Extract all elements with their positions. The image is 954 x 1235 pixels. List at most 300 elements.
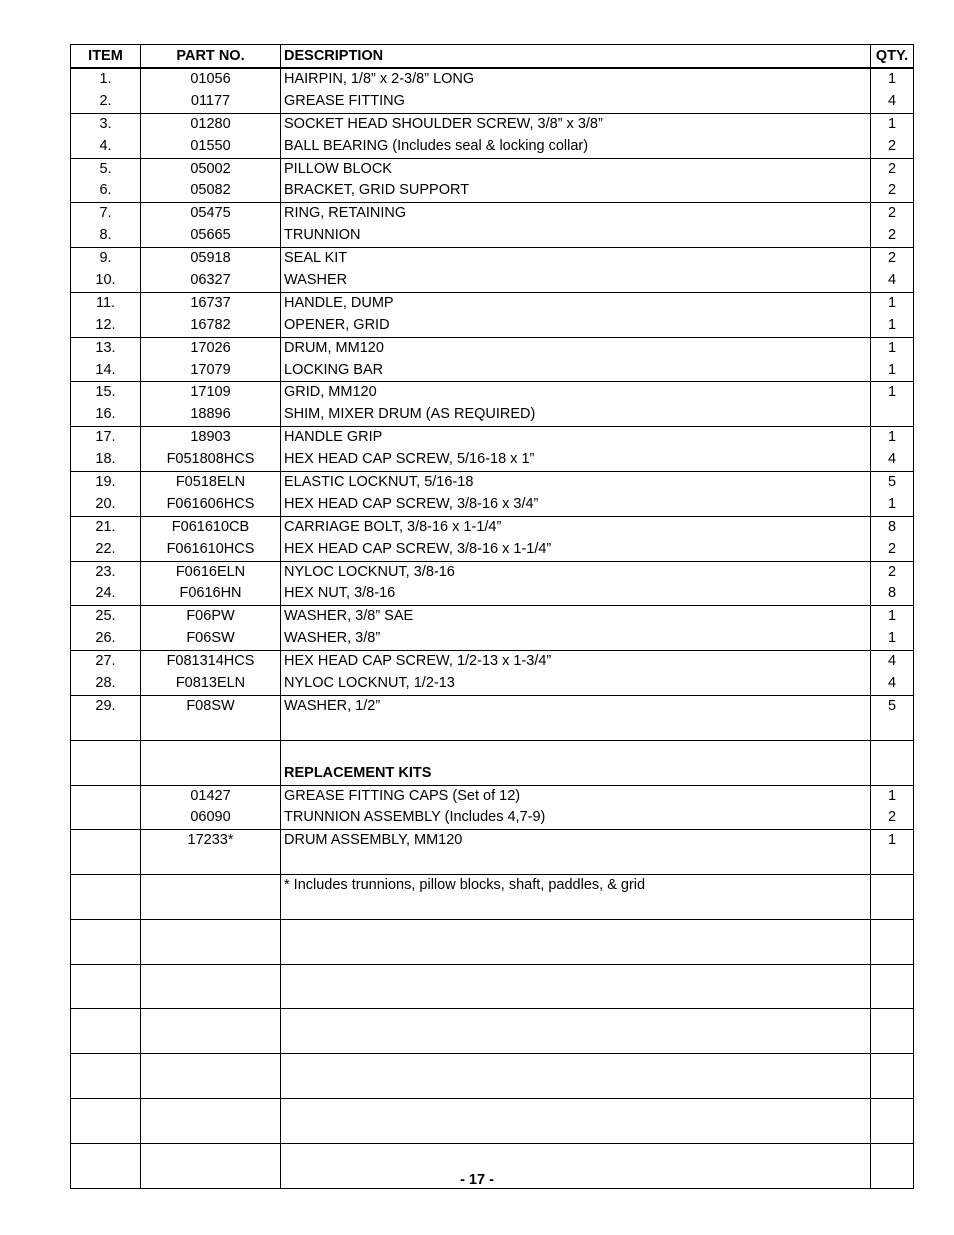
part-number: F061610HCS (166, 540, 255, 557)
quantity-cell (871, 382, 914, 427)
item-number (74, 1144, 137, 1166)
item-number (74, 1076, 137, 1098)
part-number: 18903 (190, 429, 231, 446)
item-number: 26. (95, 630, 116, 647)
item-number (74, 965, 137, 987)
table-row (71, 382, 914, 427)
description-cell (281, 68, 871, 113)
item-number-cell (71, 337, 141, 382)
part-number: 01280 (190, 115, 231, 132)
page-number: - 17 - (460, 1172, 494, 1188)
quantity: 2 (887, 227, 897, 244)
table-row (71, 830, 914, 875)
parts-list-table (70, 44, 914, 1189)
description-cell (281, 248, 871, 293)
item-number: 29. (95, 697, 116, 714)
table-row (71, 516, 914, 561)
quantity: 5 (887, 697, 897, 714)
item-number (74, 875, 137, 897)
part-number-cell (141, 919, 281, 964)
parts-table-body (71, 68, 914, 1188)
item-number: 16. (95, 406, 116, 423)
item-number-cell (71, 1054, 141, 1099)
part-number (144, 942, 277, 964)
description: GRID, MM120 (284, 384, 377, 401)
part-number: 06327 (190, 272, 231, 289)
part-number-cell (141, 292, 281, 337)
part-number-cell (141, 1009, 281, 1054)
item-number (74, 1121, 137, 1143)
description: NYLOC LOCKNUT, 1/2-13 (284, 675, 455, 692)
table-row (71, 1054, 914, 1099)
quantity: 4 (887, 653, 897, 670)
description: NYLOC LOCKNUT, 3/8-16 (284, 563, 455, 580)
part-number: F06PW (186, 608, 235, 625)
description-cell (281, 919, 871, 964)
description-cell (281, 785, 871, 830)
column-header-part-no: PART NO. (141, 45, 281, 69)
table-row (71, 875, 914, 920)
description: HANDLE GRIP (284, 429, 383, 446)
item-number (74, 830, 137, 852)
item-number: 11. (95, 294, 116, 311)
item-number: 5. (99, 160, 112, 177)
item-number: 24. (95, 585, 116, 602)
table-row (71, 337, 914, 382)
description-cell (281, 561, 871, 606)
description-cell (281, 1054, 871, 1099)
description-cell (281, 875, 871, 920)
part-number (144, 763, 277, 785)
part-number (144, 987, 277, 1009)
description (284, 718, 867, 740)
part-number: 05082 (190, 182, 231, 199)
description-cell (281, 427, 871, 472)
item-number: 3. (99, 115, 112, 132)
item-number: 12. (95, 316, 116, 333)
description: CARRIAGE BOLT, 3/8-16 x 1-1/4” (284, 518, 502, 535)
table-row (71, 740, 914, 785)
quantity-cell (871, 516, 914, 561)
description: WASHER (284, 272, 348, 289)
item-number-cell (71, 785, 141, 830)
description: OPENER, GRID (284, 316, 390, 333)
description: DRUM, MM120 (284, 339, 384, 356)
description: BRACKET, GRID SUPPORT (284, 182, 470, 199)
part-number: 16737 (190, 294, 231, 311)
part-number-cell (141, 113, 281, 158)
description (284, 987, 867, 1009)
description: LOCKING BAR (284, 361, 384, 378)
quantity-cell (871, 919, 914, 964)
item-number: 19. (95, 474, 116, 491)
description-cell (281, 516, 871, 561)
description-cell (281, 382, 871, 427)
item-number: 28. (95, 675, 116, 692)
quantity: 4 (887, 451, 897, 468)
quantity-cell (871, 740, 914, 785)
table-row (71, 292, 914, 337)
item-number-cell (71, 248, 141, 293)
description (284, 965, 867, 987)
description-cell (281, 1098, 871, 1143)
description: HEX HEAD CAP SCREW, 3/8-16 x 1-1/4” (284, 540, 552, 557)
part-number-cell (141, 337, 281, 382)
description: WASHER, 1/2” (284, 697, 381, 714)
quantity: 1 (887, 787, 897, 804)
part-number: F06SW (186, 630, 235, 647)
part-number-cell (141, 1098, 281, 1143)
part-number: 17026 (190, 339, 231, 356)
quantity: 1 (887, 429, 897, 446)
description-cell (281, 1009, 871, 1054)
table-row (71, 695, 914, 740)
item-number-cell (71, 651, 141, 696)
quantity (874, 763, 910, 785)
quantity (874, 1009, 910, 1031)
description: GREASE FITTING CAPS (Set of 12) (284, 787, 521, 804)
part-number: F081314HCS (166, 653, 255, 670)
part-number: F0518ELN (175, 474, 246, 491)
part-number-cell (141, 68, 281, 113)
description-cell (281, 472, 871, 517)
description (284, 1099, 867, 1121)
part-number-cell (141, 875, 281, 920)
description: REPLACEMENT KITS (284, 764, 432, 781)
part-number: 17109 (190, 384, 231, 401)
description (284, 897, 867, 919)
part-number (144, 1121, 277, 1143)
quantity-cell (871, 203, 914, 248)
item-number-cell (71, 561, 141, 606)
description: DRUM ASSEMBLY, MM120 (284, 832, 463, 849)
part-number-cell (141, 158, 281, 203)
quantity: 5 (887, 474, 897, 491)
part-number: 01550 (190, 137, 231, 154)
quantity-cell (871, 830, 914, 875)
part-number (144, 1099, 277, 1121)
item-number-cell (71, 382, 141, 427)
item-number-cell (71, 740, 141, 785)
quantity-cell (871, 68, 914, 113)
part-number-cell (141, 964, 281, 1009)
quantity-cell (871, 606, 914, 651)
quantity (874, 1076, 910, 1098)
table-row (71, 964, 914, 1009)
quantity: 1 (887, 339, 897, 356)
quantity: 1 (887, 495, 897, 512)
item-number-cell (71, 292, 141, 337)
table-row (71, 158, 914, 203)
description-cell (281, 695, 871, 740)
description (284, 1121, 867, 1143)
part-number: 16782 (190, 316, 231, 333)
table-row (71, 427, 914, 472)
quantity: 8 (887, 585, 897, 602)
quantity-cell (871, 292, 914, 337)
item-number: 23. (95, 563, 116, 580)
part-number-cell (141, 695, 281, 740)
quantity-cell (871, 337, 914, 382)
quantity: 2 (887, 250, 897, 267)
item-number: 6. (99, 182, 112, 199)
table-row (71, 606, 914, 651)
table-row (71, 561, 914, 606)
item-number (74, 942, 137, 964)
quantity: 2 (887, 160, 897, 177)
description-cell (281, 740, 871, 785)
quantity-cell (871, 651, 914, 696)
quantity: 4 (887, 675, 897, 692)
description: RING, RETAINING (284, 205, 407, 222)
quantity (874, 1121, 910, 1143)
part-number-cell (141, 785, 281, 830)
part-number (144, 1054, 277, 1076)
item-number (74, 1031, 137, 1053)
part-number: 05665 (190, 227, 231, 244)
part-number: 05475 (190, 205, 231, 222)
item-number (74, 897, 137, 919)
quantity (874, 920, 910, 942)
quantity-cell (871, 561, 914, 606)
item-number: 25. (95, 608, 116, 625)
item-number-cell (71, 606, 141, 651)
quantity-cell (871, 785, 914, 830)
part-number-cell (141, 740, 281, 785)
quantity (874, 1144, 910, 1166)
description: WASHER, 3/8” SAE (284, 608, 414, 625)
item-number-cell (71, 472, 141, 517)
quantity: 1 (887, 608, 897, 625)
item-number-cell (71, 158, 141, 203)
part-number (144, 718, 277, 740)
table-row (71, 113, 914, 158)
quantity (874, 718, 910, 740)
description (284, 1031, 867, 1053)
item-number-cell (71, 695, 141, 740)
description: SHIM, MIXER DRUM (AS REQUIRED) (284, 406, 536, 423)
part-number (144, 875, 277, 897)
part-number: 01177 (190, 92, 231, 109)
part-number: 05002 (190, 160, 231, 177)
part-number-cell (141, 561, 281, 606)
part-number: 18896 (190, 406, 231, 423)
description-cell (281, 337, 871, 382)
item-number: 10. (95, 272, 116, 289)
item-number: 1. (99, 71, 112, 87)
column-header-qty: QTY. (871, 45, 914, 69)
part-number-cell (141, 382, 281, 427)
description: HEX HEAD CAP SCREW, 5/16-18 x 1” (284, 451, 535, 468)
item-number (74, 741, 137, 763)
part-number-cell (141, 1054, 281, 1099)
part-number: F0616ELN (175, 563, 246, 580)
part-number: 17233* (187, 832, 234, 849)
part-number: 01427 (190, 787, 231, 804)
item-number-cell (71, 919, 141, 964)
item-number (74, 1054, 137, 1076)
item-number: 13. (95, 339, 116, 356)
item-number (74, 1099, 137, 1121)
item-number: 22. (95, 540, 116, 557)
table-row (71, 1098, 914, 1143)
part-number: F0813ELN (175, 675, 246, 692)
table-header-row (71, 45, 914, 69)
item-number: 4. (99, 137, 112, 154)
item-number: 17. (95, 429, 116, 446)
description: HEX NUT, 3/8-16 (284, 585, 396, 602)
item-number-cell (71, 875, 141, 920)
description (284, 942, 867, 964)
quantity-cell (871, 158, 914, 203)
description-cell (281, 606, 871, 651)
item-number-cell (71, 68, 141, 113)
quantity (874, 1031, 910, 1053)
quantity-cell (871, 248, 914, 293)
quantity (874, 1054, 910, 1076)
quantity: 1 (887, 115, 897, 132)
description: HEX HEAD CAP SCREW, 3/8-16 x 3/4” (284, 495, 539, 512)
part-number (144, 1031, 277, 1053)
item-number-cell (71, 427, 141, 472)
part-number (144, 920, 277, 942)
part-number (144, 852, 277, 874)
part-number-cell (141, 427, 281, 472)
item-number: 14. (95, 361, 116, 378)
description (284, 1076, 867, 1098)
item-number-cell (71, 203, 141, 248)
description: TRUNNION ASSEMBLY (Includes 4,7-9) (284, 809, 546, 826)
quantity (874, 1099, 910, 1121)
quantity-cell (871, 695, 914, 740)
quantity (874, 942, 910, 964)
description: PILLOW BLOCK (284, 160, 392, 177)
item-number: 7. (99, 205, 112, 222)
part-number (144, 1144, 277, 1166)
quantity (874, 897, 910, 919)
description (284, 1009, 867, 1031)
table-row (71, 68, 914, 113)
part-number-cell (141, 651, 281, 696)
quantity: 2 (887, 563, 897, 580)
quantity-cell (871, 1009, 914, 1054)
item-number: 27. (95, 653, 116, 670)
description: SEAL KIT (284, 250, 348, 267)
quantity (874, 987, 910, 1009)
description (284, 1144, 867, 1166)
description-cell (281, 158, 871, 203)
quantity (874, 741, 910, 763)
quantity: 2 (887, 137, 897, 154)
part-number: F061606HCS (166, 495, 255, 512)
table-row (71, 472, 914, 517)
quantity: 2 (887, 540, 897, 557)
quantity (874, 404, 910, 426)
quantity-cell (871, 1054, 914, 1099)
description: WASHER, 3/8” (284, 630, 381, 647)
item-number: 15. (95, 384, 116, 401)
part-number: 05918 (190, 250, 231, 267)
part-number-cell (141, 606, 281, 651)
item-number-cell (71, 830, 141, 875)
part-number: F08SW (186, 697, 235, 714)
item-number: 8. (99, 227, 112, 244)
part-number: F0616HN (179, 585, 242, 602)
description-cell (281, 292, 871, 337)
part-number-cell (141, 248, 281, 293)
description (284, 852, 867, 874)
table-row (71, 785, 914, 830)
quantity-cell (871, 472, 914, 517)
column-header-description: DESCRIPTION (281, 45, 871, 69)
item-number (74, 807, 137, 829)
quantity: 1 (887, 316, 897, 333)
quantity (874, 852, 910, 874)
quantity: 2 (887, 182, 897, 199)
item-number: 20. (95, 495, 116, 512)
table-row (71, 651, 914, 696)
quantity-cell (871, 875, 914, 920)
part-number: 01056 (190, 71, 231, 87)
description: HANDLE, DUMP (284, 294, 394, 311)
table-row (71, 203, 914, 248)
description: * Includes trunnions, pillow blocks, shaft, paddles, & grid (284, 877, 646, 894)
item-number: 2. (99, 92, 112, 109)
quantity: 1 (887, 630, 897, 647)
quantity-cell (871, 1098, 914, 1143)
quantity: 1 (887, 294, 897, 311)
item-number (74, 852, 137, 874)
quantity: 1 (887, 71, 897, 87)
description-cell (281, 964, 871, 1009)
quantity-cell (871, 964, 914, 1009)
column-header-item: ITEM (71, 45, 141, 69)
part-number: 06090 (190, 809, 231, 826)
description-cell (281, 651, 871, 696)
item-number-cell (71, 1009, 141, 1054)
quantity (874, 875, 910, 897)
description: HAIRPIN, 1/8” x 2-3/8” LONG (284, 71, 475, 87)
part-number-cell (141, 516, 281, 561)
description: ELASTIC LOCKNUT, 5/16-18 (284, 474, 474, 491)
part-number-cell (141, 203, 281, 248)
quantity: 1 (887, 361, 897, 378)
description: GREASE FITTING (284, 92, 405, 109)
quantity-cell (871, 113, 914, 158)
item-number-cell (71, 516, 141, 561)
part-number: F061610CB (171, 518, 250, 535)
quantity: 8 (887, 518, 897, 535)
item-number (74, 1009, 137, 1031)
part-number (144, 897, 277, 919)
description-cell (281, 113, 871, 158)
description: HEX HEAD CAP SCREW, 1/2-13 x 1-3/4” (284, 653, 552, 670)
quantity: 2 (887, 205, 897, 222)
item-number (74, 786, 137, 808)
part-number (144, 741, 277, 763)
description: TRUNNION (284, 227, 361, 244)
table-row (71, 919, 914, 964)
item-number-cell (71, 1098, 141, 1143)
part-number (144, 965, 277, 987)
item-number: 9. (99, 250, 112, 267)
part-number (144, 1009, 277, 1031)
description (284, 920, 867, 942)
item-number (74, 718, 137, 740)
item-number (74, 763, 137, 785)
item-number (74, 987, 137, 1009)
description (284, 741, 867, 763)
